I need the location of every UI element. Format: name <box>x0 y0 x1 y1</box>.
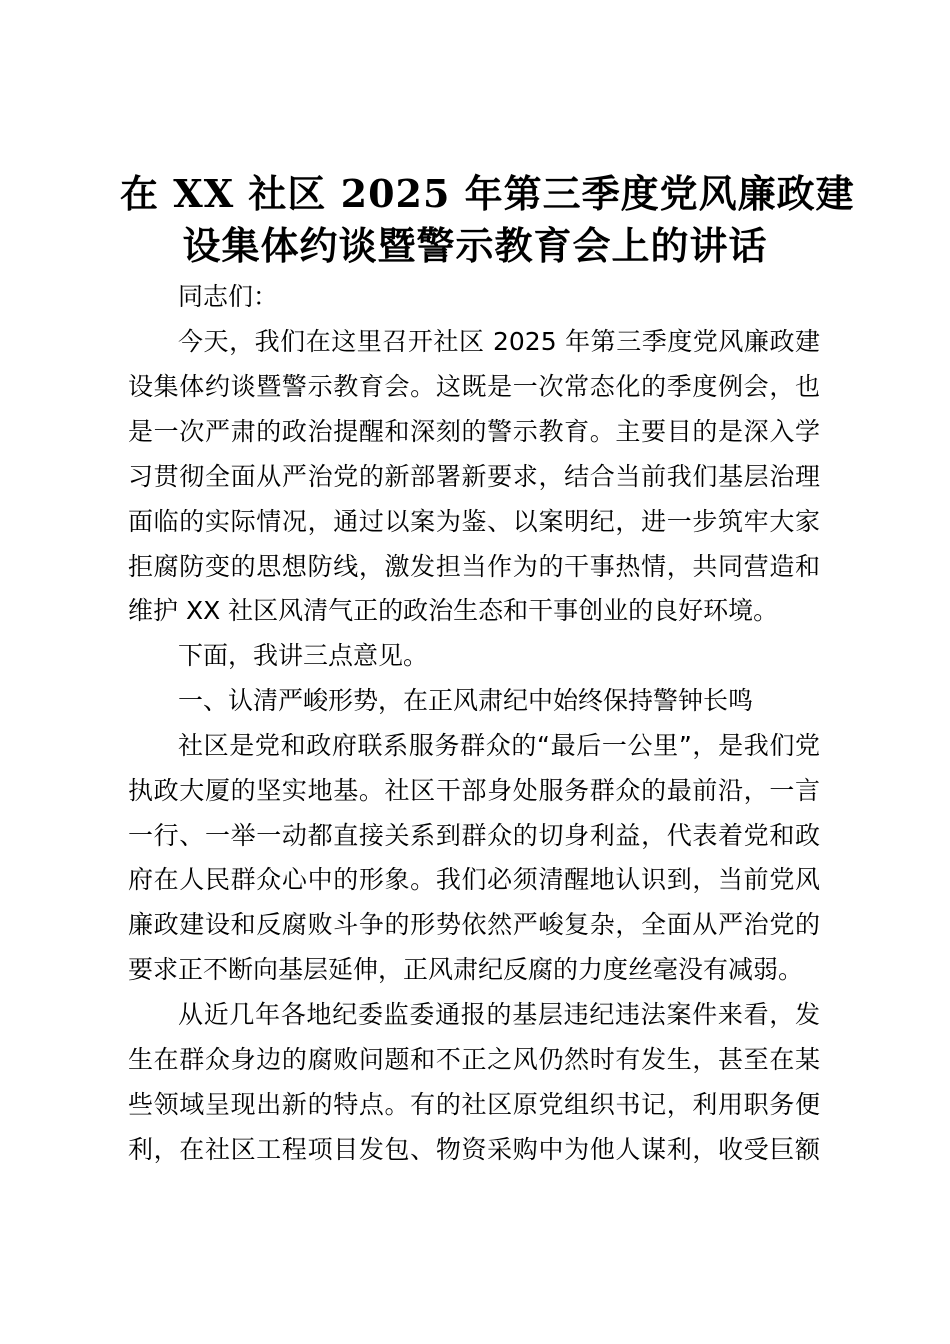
paragraph-line: 从近几年各地纪委监委通报的基层违纪违法案件来看，发 <box>178 1000 820 1029</box>
paragraph-line: 是一次严肃的政治提醒和深刻的警示教育。主要目的是深入学 <box>128 417 820 446</box>
paragraph-line: 面临的实际情况，通过以案为鉴、以案明纪，进一步筑牢大家 <box>128 507 820 536</box>
section-heading: 一、认清严峻形势，在正风肃纪中始终保持警钟长鸣 <box>178 686 754 715</box>
paragraph-line: 执政大厦的坚实地基。社区干部身处服务群众的最前沿，一言 <box>128 776 820 805</box>
paragraph-line: 设集体约谈暨警示教育会。这既是一次常态化的季度例会，也 <box>128 372 820 401</box>
paragraph-line: 维护 XX 社区风清气正的政治生态和干事创业的良好环境。 <box>128 596 779 625</box>
paragraph-line: 生在群众身边的腐败问题和不正之风仍然时有发生，甚至在某 <box>128 1045 820 1074</box>
paragraph-line: 一行、一举一动都直接关系到群众的切身利益，代表着党和政 <box>128 821 820 850</box>
paragraph-line: 今天，我们在这里召开社区 2025 年第三季度党风廉政建 <box>178 327 820 356</box>
paragraph-line: 要求正不断向基层延伸，正风肃纪反腐的力度丝毫没有减弱。 <box>128 955 804 984</box>
paragraph-line: 拒腐防变的思想防线，激发担当作为的干事热情，共同营造和 <box>128 552 820 581</box>
salutation: 同志们： <box>178 282 279 311</box>
paragraph-line: 府在人民群众心中的形象。我们必须清醒地认识到，当前党风 <box>128 865 820 894</box>
paragraph-line: 社区是党和政府联系服务群众的“最后一公里”，是我们党 <box>178 731 820 760</box>
paragraph-line: 廉政建设和反腐败斗争的形势依然严峻复杂，全面从严治党的 <box>128 910 820 939</box>
document-title-line-1: 在 XX 社区 2025 年第三季度党风廉政建 <box>120 171 855 216</box>
paragraph-line: 利，在社区工程项目发包、物资采购中为他人谋利，收受巨额 <box>128 1135 820 1164</box>
document-title-line-2: 设集体约谈暨警示教育会上的讲话 <box>182 223 768 268</box>
paragraph-line: 下面，我讲三点意见。 <box>178 641 429 670</box>
paragraph-line: 些领域呈现出新的特点。有的社区原党组织书记，利用职务便 <box>128 1090 820 1119</box>
paragraph-line: 习贯彻全面从严治党的新部署新要求，结合当前我们基层治理 <box>128 462 820 491</box>
